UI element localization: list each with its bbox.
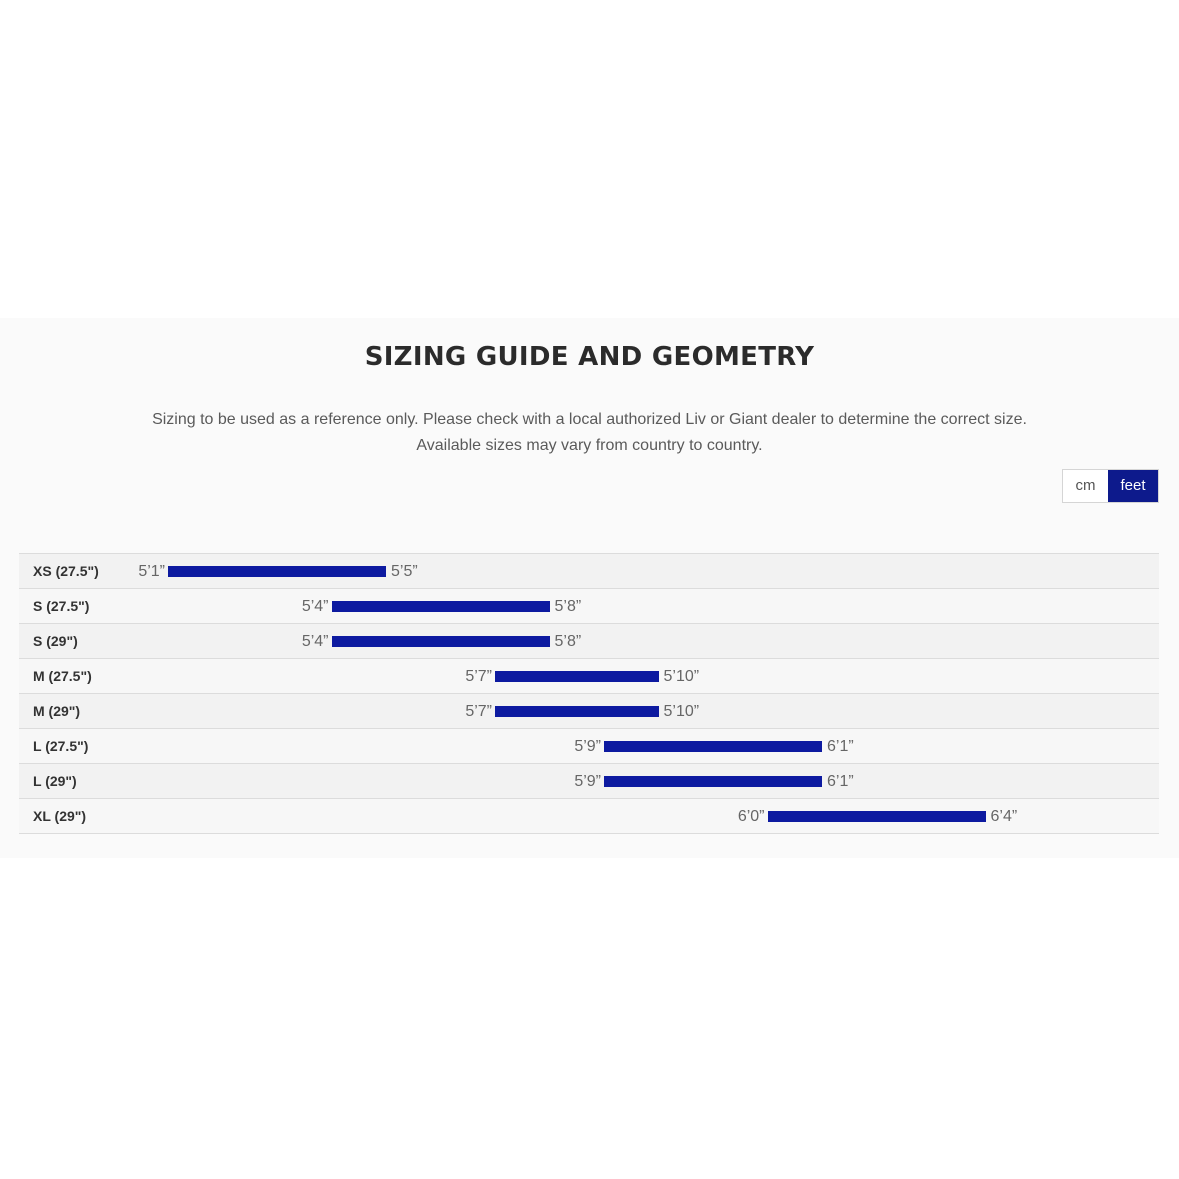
height-range-bar (332, 636, 550, 647)
max-height-value: 6’1” (827, 738, 854, 755)
max-height-value: 6’1” (827, 773, 854, 790)
height-range-bar (332, 601, 550, 612)
max-height-value: 5’10” (663, 668, 700, 685)
min-height-value: 5’1” (138, 563, 165, 580)
min-height-value: 5’7” (465, 668, 492, 685)
height-range-bar (495, 671, 659, 682)
availability-note: Available sizes may vary from country to country. (416, 437, 763, 454)
size-row-l-29 (19, 764, 1159, 799)
unit-toggle (1062, 469, 1159, 503)
min-height-value: 5’4” (301, 598, 329, 615)
min-height-value: 5’9” (574, 773, 601, 790)
size-row-m-27-5 (19, 659, 1159, 694)
size-row-s-27-5 (19, 589, 1159, 624)
size-label: L (27.5") (33, 738, 89, 754)
size-label: XS (27.5") (33, 563, 99, 579)
size-row-s-29 (19, 624, 1159, 659)
sizing-table (19, 553, 1159, 834)
max-height-value: 5’8” (554, 633, 582, 650)
min-height-value: 6’0” (737, 808, 765, 825)
min-height-value: 5’9” (574, 738, 601, 755)
height-range-bar (768, 811, 986, 822)
size-label: M (27.5") (33, 668, 92, 684)
height-range-bar (495, 706, 659, 717)
size-row-m-29 (19, 694, 1159, 729)
size-label: L (29") (33, 773, 77, 789)
max-height-value: 5’10” (663, 703, 700, 720)
min-height-value: 5’4” (301, 633, 329, 650)
height-range-bar (168, 566, 386, 577)
size-label: S (29") (33, 633, 78, 649)
size-row-xl-29 (19, 799, 1159, 834)
size-label: M (29") (33, 703, 81, 719)
height-range-bar (604, 776, 822, 787)
size-label: S (27.5") (33, 598, 90, 614)
size-row-xs-27-5 (19, 554, 1159, 589)
page-title: SIZING GUIDE AND GEOMETRY (364, 342, 815, 372)
sizing-disclaimer: Sizing to be used as a reference only. Please check with a local authorized Liv or Giant dealer to determine the correct size. (152, 411, 1027, 428)
min-height-value: 5’7” (465, 703, 492, 720)
height-range-bar (604, 741, 822, 752)
size-row-l-27-5 (19, 729, 1159, 764)
max-height-value: 5’5” (391, 563, 418, 580)
unit-feet-button[interactable]: feet (1108, 470, 1158, 502)
max-height-value: 5’8” (554, 598, 582, 615)
max-height-value: 6’4” (990, 808, 1018, 825)
size-label: XL (29") (33, 808, 87, 824)
unit-cm-button[interactable]: cm (1063, 470, 1108, 502)
